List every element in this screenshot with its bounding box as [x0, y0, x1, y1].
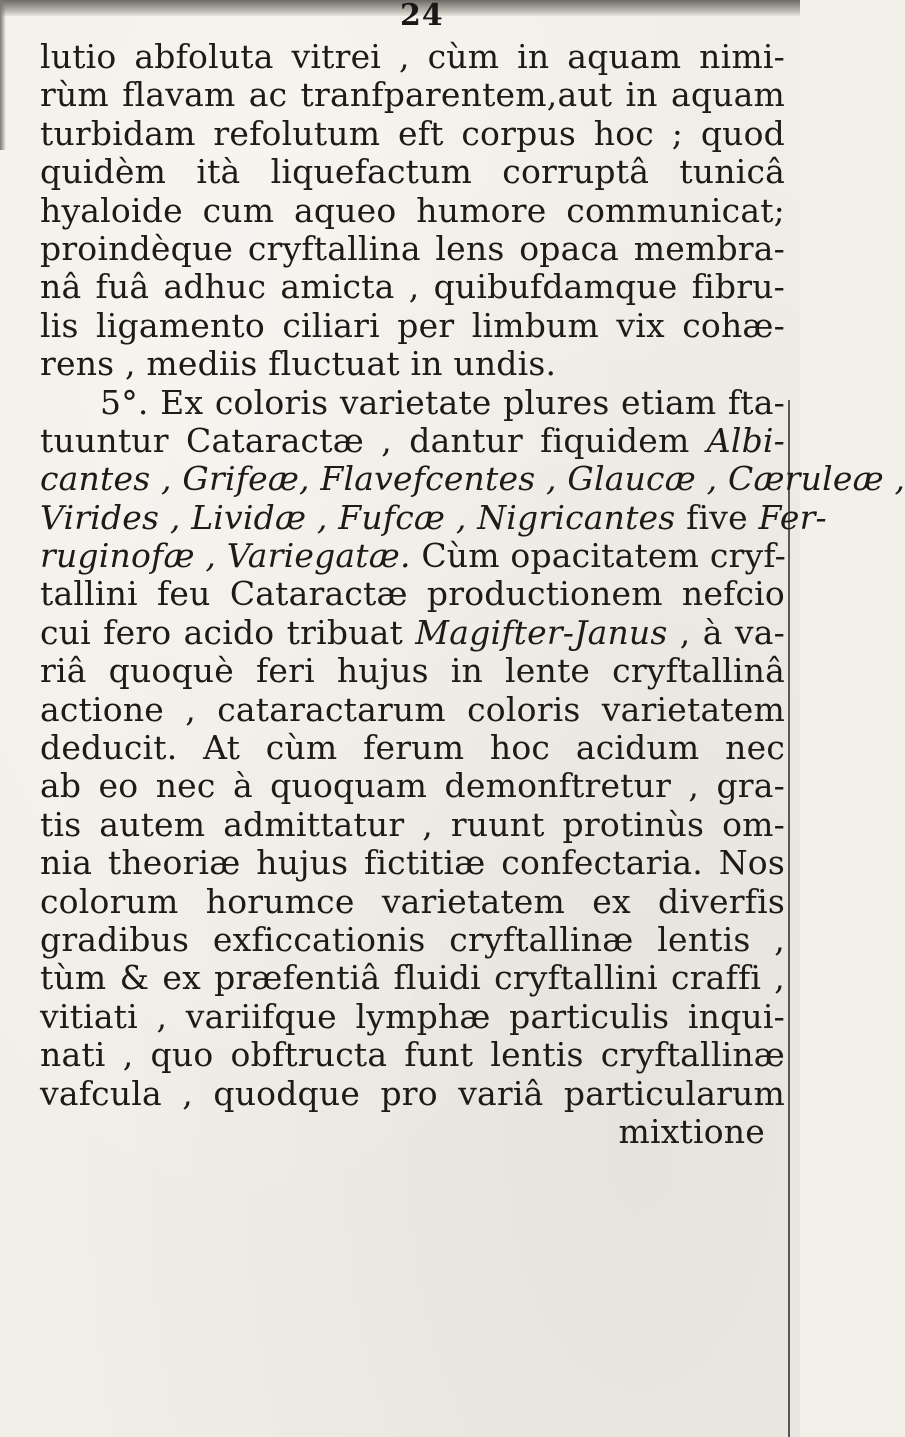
- text-line: [40, 1075, 785, 1113]
- text-run: five: [675, 497, 759, 537]
- text-line: [40, 537, 785, 575]
- text-line: [40, 614, 785, 652]
- catchword: [40, 1113, 785, 1151]
- text-run: tùm & ex præfentiâ fluidi cryftallini craffi ,: [40, 958, 785, 998]
- text-run: 5°. Ex coloris varietate plures etiam fta-: [100, 382, 785, 422]
- body-text: [40, 37, 905, 1151]
- text-run: quidèm ità liquefactum corruptâ tunicâ: [40, 152, 785, 192]
- text-line: [40, 575, 785, 613]
- text-line-paragraph-end: [40, 345, 785, 383]
- text-run: lutio abfoluta vitrei , cùm in aquam nimi-: [40, 37, 785, 76]
- text-run: gradibus exficcationis cryftallinæ lentis ,: [40, 919, 785, 959]
- text-run: nati , quo obftructa funt lentis cryftallinæ: [40, 1035, 785, 1075]
- text-run: colorum horumce varietatem ex diverfis: [40, 881, 785, 921]
- text-line: [40, 153, 785, 191]
- text-run: rens , mediis fluctuat in undis.: [40, 344, 557, 384]
- text-run: riâ quoquè feri hujus in lente cryftallinâ: [40, 651, 785, 691]
- italic-run: Fer-: [758, 497, 827, 537]
- text-line: [40, 497, 827, 537]
- page-number: 24: [400, 0, 444, 33]
- text-line: [40, 1036, 785, 1074]
- page-left-edge-shadow: [0, 0, 6, 150]
- text-line: [40, 192, 785, 230]
- text-line: [40, 652, 785, 690]
- text-line: [40, 959, 785, 997]
- text-run: turbidam refolutum eft corpus hoc ; quod: [40, 113, 785, 153]
- text-line-paragraph-start: [40, 384, 785, 422]
- text-line: [40, 883, 785, 921]
- text-line: [40, 230, 785, 268]
- text-line: [40, 268, 785, 306]
- binding-edge-line: [788, 400, 790, 1437]
- text-run: mixtione: [618, 1111, 765, 1151]
- italic-run: ruginofæ , Variegatæ.: [40, 536, 411, 576]
- text-run: rùm flavam ac tranfparentem,aut in aquam: [40, 75, 785, 115]
- italic-run: Magifter-Janus: [415, 612, 668, 652]
- text-line: [40, 729, 785, 767]
- text-line: [40, 459, 905, 499]
- text-run: lis ligamento ciliari per limbum vix cohæ-: [40, 305, 785, 345]
- text-run: nâ fuâ adhuc amicta , quibufdamque fibru-: [40, 267, 785, 307]
- text-run: tis autem admittatur , ruunt protinùs om-: [40, 804, 785, 844]
- text-run: proindèque cryftallina lens opaca membra-: [40, 228, 785, 268]
- text-run: tallini feu Cataractæ productionem nefcio: [40, 574, 785, 614]
- text-line: [40, 921, 785, 959]
- text-run: tuuntur Cataractæ , dantur fiquidem: [40, 420, 707, 460]
- italic-run: Virides , Lividæ , Fufcæ , Nigricantes: [40, 497, 676, 537]
- text-run: nia theoriæ hujus fictitiæ confectaria. Nos: [40, 843, 785, 883]
- text-line: [40, 76, 785, 114]
- text-line: [40, 422, 785, 460]
- text-run: vitiati , variifque lymphæ particulis inqui-: [40, 996, 785, 1036]
- text-run: cui fero acido tribuat: [40, 612, 416, 652]
- text-line: [40, 767, 785, 805]
- text-run: , à va-: [667, 612, 786, 652]
- italic-run: cantes , Grifeæ, Flavefcentes , Glaucæ , Cæruleæ ,: [40, 459, 905, 499]
- text-run: ab eo nec à quoquam demonftretur , gra-: [40, 766, 785, 806]
- text-line: [40, 806, 785, 844]
- text-run: vafcula , quodque pro variâ particularum: [40, 1073, 785, 1113]
- text-line: [40, 115, 785, 153]
- text-line: [40, 998, 785, 1036]
- text-line: [40, 844, 785, 882]
- italic-run: Albi-: [706, 420, 785, 460]
- text-run: deducit. At cùm ferum hoc acidum nec: [40, 728, 785, 768]
- text-line: [40, 38, 785, 76]
- text-line: [40, 307, 785, 345]
- text-run: actione , cataractarum coloris varietatem: [40, 689, 785, 729]
- text-run: Cùm opacitatem cryf-: [410, 536, 786, 576]
- text-line: [40, 691, 785, 729]
- text-run: hyaloide cum aqueo humore communicat;: [40, 190, 785, 230]
